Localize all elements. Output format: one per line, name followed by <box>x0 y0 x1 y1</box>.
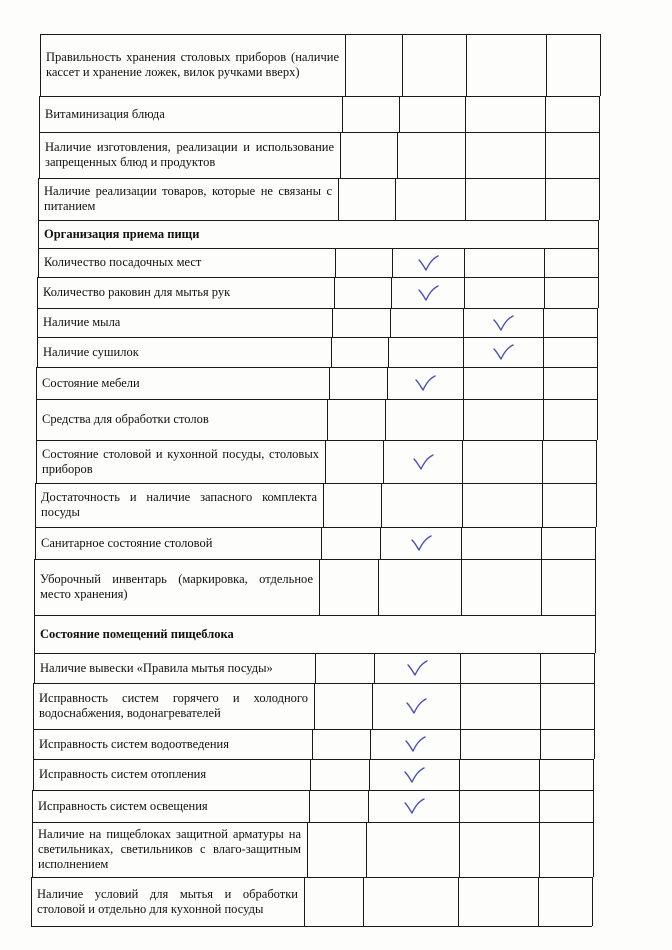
criterion-text: Наличие изготовления, реализации и использование запрещенных блюд и продуктов <box>45 140 334 169</box>
criterion-label <box>34 653 315 683</box>
column-border <box>32 790 33 822</box>
column-border <box>334 277 335 308</box>
checkmark-icon <box>403 798 425 814</box>
column-border <box>314 683 315 729</box>
criterion-text: Исправность систем отопления <box>39 767 207 781</box>
column-border <box>593 759 594 790</box>
column-border <box>539 822 540 877</box>
column-border <box>596 483 597 527</box>
column-border <box>391 277 392 308</box>
column-border <box>594 729 595 759</box>
table-row <box>0 367 672 399</box>
column-border <box>312 729 313 759</box>
column-border <box>35 527 36 559</box>
criterion-label <box>36 440 325 483</box>
column-border <box>465 178 466 220</box>
criterion-text: Исправность систем горячего и холодного водоснабжения, водонагревателей <box>39 691 308 720</box>
column-border <box>390 308 391 337</box>
column-border <box>380 527 381 559</box>
column-border <box>31 877 32 926</box>
column-border <box>325 440 326 483</box>
column-border <box>381 483 382 527</box>
table-row <box>0 248 672 277</box>
column-border <box>402 34 403 96</box>
column-border <box>460 729 461 759</box>
column-border <box>374 653 375 683</box>
criterion-label <box>37 337 331 367</box>
table-row <box>0 822 672 877</box>
column-border <box>38 220 39 248</box>
column-border <box>545 178 546 220</box>
column-border <box>459 822 460 877</box>
criterion-text: Наличие мыла <box>43 315 121 329</box>
column-border <box>370 729 371 759</box>
checkmark-icon <box>417 255 439 271</box>
column-border <box>368 790 369 822</box>
criterion-text: Количество посадочных мест <box>44 255 202 269</box>
criterion-text: Санитарное состояние столовой <box>41 535 213 550</box>
checkmark-icon <box>405 698 427 714</box>
column-border <box>40 34 41 96</box>
table-row <box>0 683 672 729</box>
column-border <box>541 559 542 615</box>
column-border <box>388 337 389 367</box>
column-border <box>36 367 37 399</box>
criterion-text: Состояние столовой и кухонной посуды, столовых приборов <box>42 446 319 476</box>
column-border <box>387 367 388 399</box>
table-row <box>0 483 672 527</box>
checkmark-icon <box>492 344 514 360</box>
column-border <box>460 683 461 729</box>
criterion-label <box>36 367 329 399</box>
criterion-label <box>39 96 342 132</box>
column-border <box>307 822 308 877</box>
checkmark-icon <box>406 660 428 676</box>
column-border <box>460 653 461 683</box>
column-border <box>36 440 37 483</box>
table-row <box>0 729 672 759</box>
criterion-label <box>38 178 338 220</box>
column-border <box>39 96 40 132</box>
column-border <box>539 759 540 790</box>
column-border <box>369 759 370 790</box>
column-border <box>335 248 336 277</box>
column-border <box>544 248 545 277</box>
criterion-text: Средства для обработки столов <box>42 412 209 426</box>
criterion-label <box>32 790 309 822</box>
column-border <box>463 337 464 367</box>
column-border <box>600 34 601 96</box>
column-border <box>34 559 35 615</box>
checkmark-icon <box>417 285 439 301</box>
table-row <box>0 440 672 483</box>
criterion-text: Достаточность и наличие запасного комплекта посуды <box>41 490 317 519</box>
criterion-text: Витаминизация блюда <box>45 106 165 121</box>
column-border <box>465 132 466 178</box>
criterion-text: Наличие реализации товаров, которые не связаны с питанием <box>44 184 332 213</box>
column-border <box>465 96 466 132</box>
criterion-label <box>35 483 323 527</box>
table-row <box>0 653 672 683</box>
checkmark-icon <box>492 315 514 331</box>
criterion-label <box>40 34 345 96</box>
column-border <box>33 759 34 790</box>
column-border <box>466 34 467 96</box>
criterion-label <box>39 132 340 178</box>
column-border <box>395 178 396 220</box>
checkmark-icon <box>404 736 426 752</box>
table-row <box>0 337 672 367</box>
column-border <box>319 559 320 615</box>
criterion-label <box>34 559 319 615</box>
table-row <box>0 877 672 926</box>
column-border <box>342 96 343 132</box>
criterion-label <box>33 729 312 759</box>
column-border <box>332 308 333 337</box>
column-border <box>461 559 462 615</box>
column-border <box>38 248 39 277</box>
column-border <box>463 308 464 337</box>
table-row <box>0 277 672 308</box>
table-row <box>0 34 672 96</box>
column-border <box>599 178 600 220</box>
column-border <box>461 527 462 559</box>
table-row <box>0 308 672 337</box>
column-border <box>463 367 464 399</box>
column-border <box>593 822 594 877</box>
column-border <box>594 683 595 729</box>
section-title: Организация приема пищи <box>44 226 200 241</box>
criterion-label <box>32 822 307 877</box>
criterion-label <box>37 308 332 337</box>
column-border <box>597 399 598 440</box>
column-border <box>315 653 316 683</box>
table-row <box>0 559 672 615</box>
column-border <box>383 440 384 483</box>
column-border <box>540 653 541 683</box>
column-border <box>464 248 465 277</box>
column-border <box>397 132 398 178</box>
checkmark-icon <box>403 767 425 783</box>
column-border <box>598 248 599 277</box>
column-border <box>538 877 539 926</box>
table-row <box>0 399 672 440</box>
criterion-label <box>36 399 327 440</box>
column-border <box>372 683 373 729</box>
column-border <box>541 527 542 559</box>
column-border <box>459 759 460 790</box>
table-row <box>0 96 672 132</box>
column-border <box>595 615 596 653</box>
column-border <box>331 337 332 367</box>
column-border <box>462 440 463 483</box>
column-border <box>593 790 594 822</box>
column-border <box>378 559 379 615</box>
column-border <box>597 337 598 367</box>
criterion-label <box>35 527 321 559</box>
criterion-label <box>37 277 334 308</box>
column-border <box>304 877 305 926</box>
column-border <box>33 729 34 759</box>
column-border <box>458 877 459 926</box>
column-border <box>545 96 546 132</box>
column-border <box>546 34 547 96</box>
column-border <box>597 308 598 337</box>
table-row <box>0 132 672 178</box>
column-border <box>392 248 393 277</box>
criterion-text: Наличие вывески «Правила мытья посуды» <box>40 660 273 675</box>
column-border <box>592 877 593 926</box>
column-border <box>595 527 596 559</box>
column-border <box>345 34 346 96</box>
checkmark-icon <box>412 454 434 470</box>
column-border <box>594 653 595 683</box>
criterion-text: Состояние мебели <box>42 375 140 390</box>
criterion-label <box>33 683 314 729</box>
column-border <box>36 399 37 440</box>
column-border <box>309 790 310 822</box>
column-border <box>464 277 465 308</box>
column-border <box>542 440 543 483</box>
criterion-text: Исправность систем водоотведения <box>39 736 229 751</box>
checkmark-icon <box>410 535 432 551</box>
criterion-label <box>38 248 335 277</box>
column-border <box>363 877 364 926</box>
checkmark-icon <box>414 375 436 391</box>
column-border <box>539 790 540 822</box>
table-row <box>0 527 672 559</box>
criterion-text: Правильность хранения столовых приборов (наличие кассет и хранение ложек, вилок ручками вверх) <box>46 50 339 79</box>
column-border <box>385 399 386 440</box>
column-border <box>338 178 339 220</box>
column-border <box>399 96 400 132</box>
criterion-label <box>33 759 310 790</box>
column-border <box>597 367 598 399</box>
section-title: Состояние помещений пищеблока <box>40 626 234 641</box>
column-border <box>543 399 544 440</box>
column-border <box>329 367 330 399</box>
criterion-text: Уборочный инвентарь (маркировка, отдельное место хранения) <box>40 572 313 601</box>
column-border <box>39 132 40 178</box>
column-border <box>459 790 460 822</box>
column-border <box>37 277 38 308</box>
column-border <box>366 822 367 877</box>
column-border <box>545 132 546 178</box>
column-border <box>32 822 33 877</box>
table-bottom-border <box>31 926 592 927</box>
column-border <box>34 653 35 683</box>
column-border <box>598 220 599 248</box>
column-border <box>38 178 39 220</box>
column-border <box>542 483 543 527</box>
column-border <box>543 367 544 399</box>
column-border <box>37 308 38 337</box>
column-border <box>321 527 322 559</box>
column-border <box>596 440 597 483</box>
column-border <box>463 399 464 440</box>
column-border <box>540 729 541 759</box>
column-border <box>340 132 341 178</box>
criterion-text: Исправность систем освещения <box>38 798 208 813</box>
column-border <box>543 308 544 337</box>
column-border <box>323 483 324 527</box>
column-border <box>595 559 596 615</box>
column-border <box>37 337 38 367</box>
column-border <box>599 96 600 132</box>
column-border <box>462 483 463 527</box>
table-row <box>0 178 672 220</box>
criterion-label <box>31 877 304 926</box>
column-border <box>34 615 35 653</box>
column-border <box>35 483 36 527</box>
column-border <box>599 132 600 178</box>
criterion-text: Наличие условий для мытья и обработки столовой и отдельно для кухонной посуды <box>37 886 298 916</box>
criterion-text: Количество раковин для мытья рук <box>43 285 231 299</box>
column-border <box>543 337 544 367</box>
criterion-text: Наличие на пищеблоках защитной арматуры на светильниках, светильников с влаго-защитным исполнением <box>38 827 301 871</box>
table-row <box>0 759 672 790</box>
section-header-row <box>0 220 672 248</box>
section-header-row <box>0 615 672 653</box>
column-border <box>598 277 599 308</box>
table-row <box>0 790 672 822</box>
column-border <box>310 759 311 790</box>
column-border <box>33 683 34 729</box>
criterion-text: Наличие сушилок <box>43 344 139 359</box>
column-border <box>327 399 328 440</box>
column-border <box>544 277 545 308</box>
column-border <box>540 683 541 729</box>
